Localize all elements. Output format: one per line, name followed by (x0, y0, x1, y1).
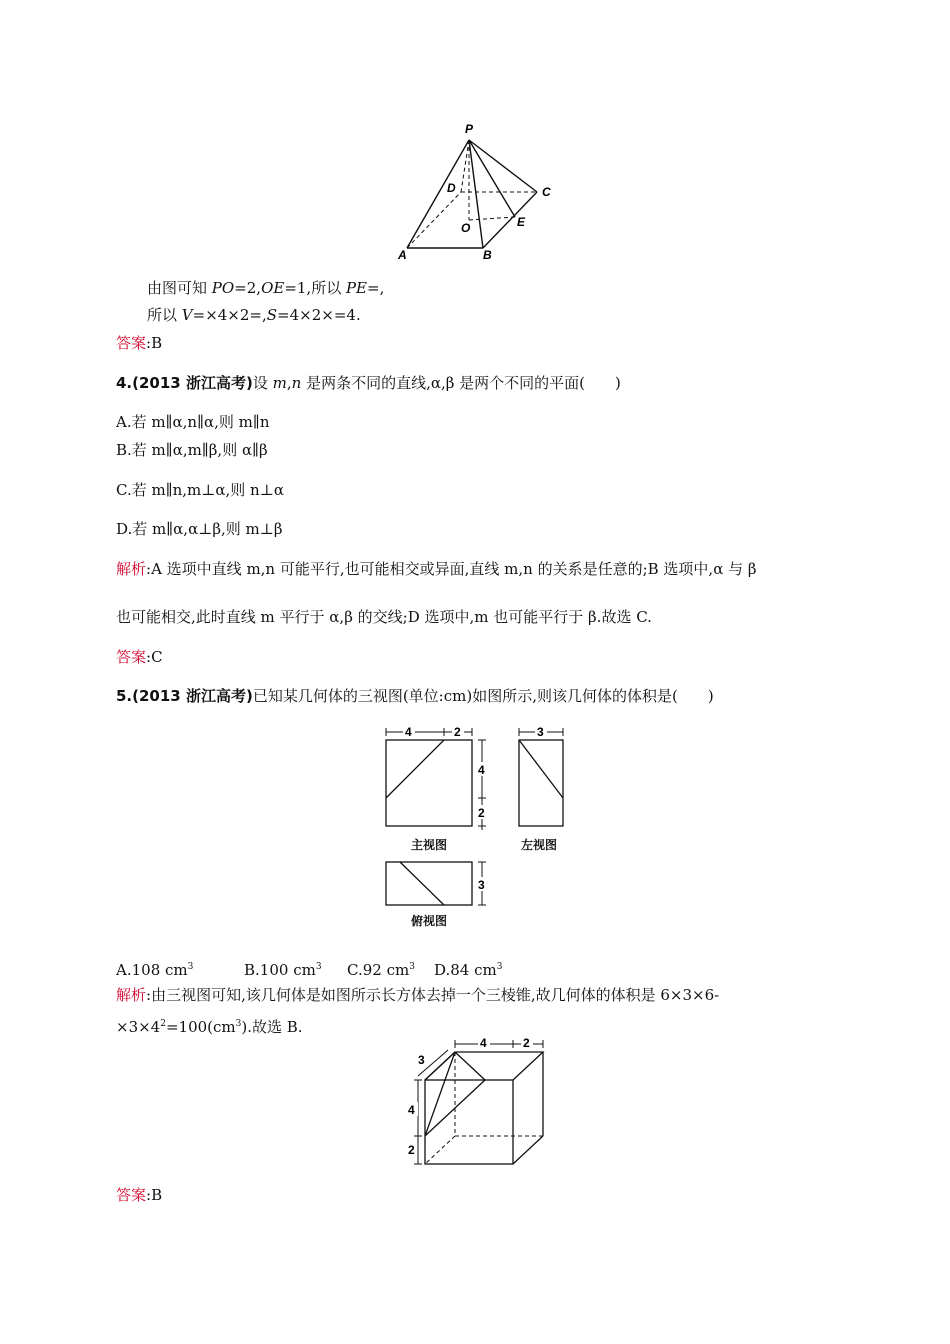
solid-dim-4: 4 (480, 1036, 487, 1050)
solid-dim-v2: 2 (408, 1143, 415, 1157)
q5-option-d: D.84 $cm^3$ (434, 961, 503, 979)
q4-option-c: C.若 m∥n,m⊥α,则 n⊥α (116, 481, 284, 499)
label-O: O (461, 221, 471, 235)
label-C: C (542, 185, 551, 199)
q4-answer: 答案:C (116, 648, 163, 666)
label-P: P (465, 122, 474, 136)
label-D: D (447, 181, 456, 195)
dim-v4: 4 (478, 763, 485, 777)
q3-answer: 答案:B (116, 334, 163, 352)
solid-dim-3: 3 (418, 1053, 425, 1067)
q3-solution-line-2: 所以 V=×4×2=,S=4×2×=4. (147, 306, 361, 324)
q5-analysis-line-1: 解析:由三视图可知,该几何体是如图所示长方体去掉一个三棱锥,故几何体的体积是 6×3×6- (116, 986, 720, 1004)
pyramid-figure (395, 120, 565, 265)
side-view-caption: 左视图 (521, 838, 558, 852)
q5-answer: 答案:B (116, 1186, 163, 1204)
q5-option-a: A.108 $cm^3$ (116, 961, 194, 979)
front-view-caption: 主视图 (411, 838, 448, 852)
dim-v2: 2 (478, 806, 485, 820)
q4-option-a: A.若 m∥α,n∥α,则 m∥n (116, 413, 270, 431)
q5-stem: 5.(2013 浙江高考)已知某几何体的三视图(单位:cm)如图所示,则该几何体的体积是( ) (116, 687, 714, 705)
q4-option-d: D.若 m∥α,α⊥β,则 m⊥β (116, 520, 283, 538)
label-B: B (483, 248, 492, 262)
dim-top3: 3 (478, 878, 485, 892)
solid-dim-v4: 4 (408, 1103, 415, 1117)
dim-3: 3 (537, 725, 544, 739)
q4-analysis-line-1: 解析:A 选项中直线 m,n 可能平行,也可能相交或异面,直线 m,n 的关系是任意的;B 选项中,α 与 β (116, 560, 757, 578)
q4-option-b: B.若 m∥α,m∥β,则 α∥β (116, 441, 268, 459)
q5-option-c: C.92 $cm^3$ (347, 961, 415, 979)
dim-4: 4 (405, 725, 412, 739)
three-views-figure (380, 720, 580, 915)
label-A: A (398, 248, 407, 262)
label-E: E (517, 215, 526, 229)
q4-analysis-line-2: 也可能相交,此时直线 m 平行于 α,β 的交线;D 选项中,m 也可能平行于 β.故选 C. (116, 608, 652, 626)
q5-analysis-line-2: $\times 3\times 4^2=100(cm^3)$.故选 B. (116, 1018, 303, 1036)
solid-figure (400, 1030, 560, 1170)
q5-option-b: B.100 $cm^3$ (244, 961, 322, 979)
top-view-caption: 俯视图 (411, 914, 448, 928)
solid-dim-2: 2 (523, 1036, 530, 1050)
dim-2: 2 (454, 725, 461, 739)
q3-solution-line-1: 由图可知 PO=2,OE=1,所以 PE=, (147, 279, 385, 297)
q4-stem: 4.(2013 浙江高考)设 m,n 是两条不同的直线,α,β 是两个不同的平面( ) (116, 374, 621, 392)
